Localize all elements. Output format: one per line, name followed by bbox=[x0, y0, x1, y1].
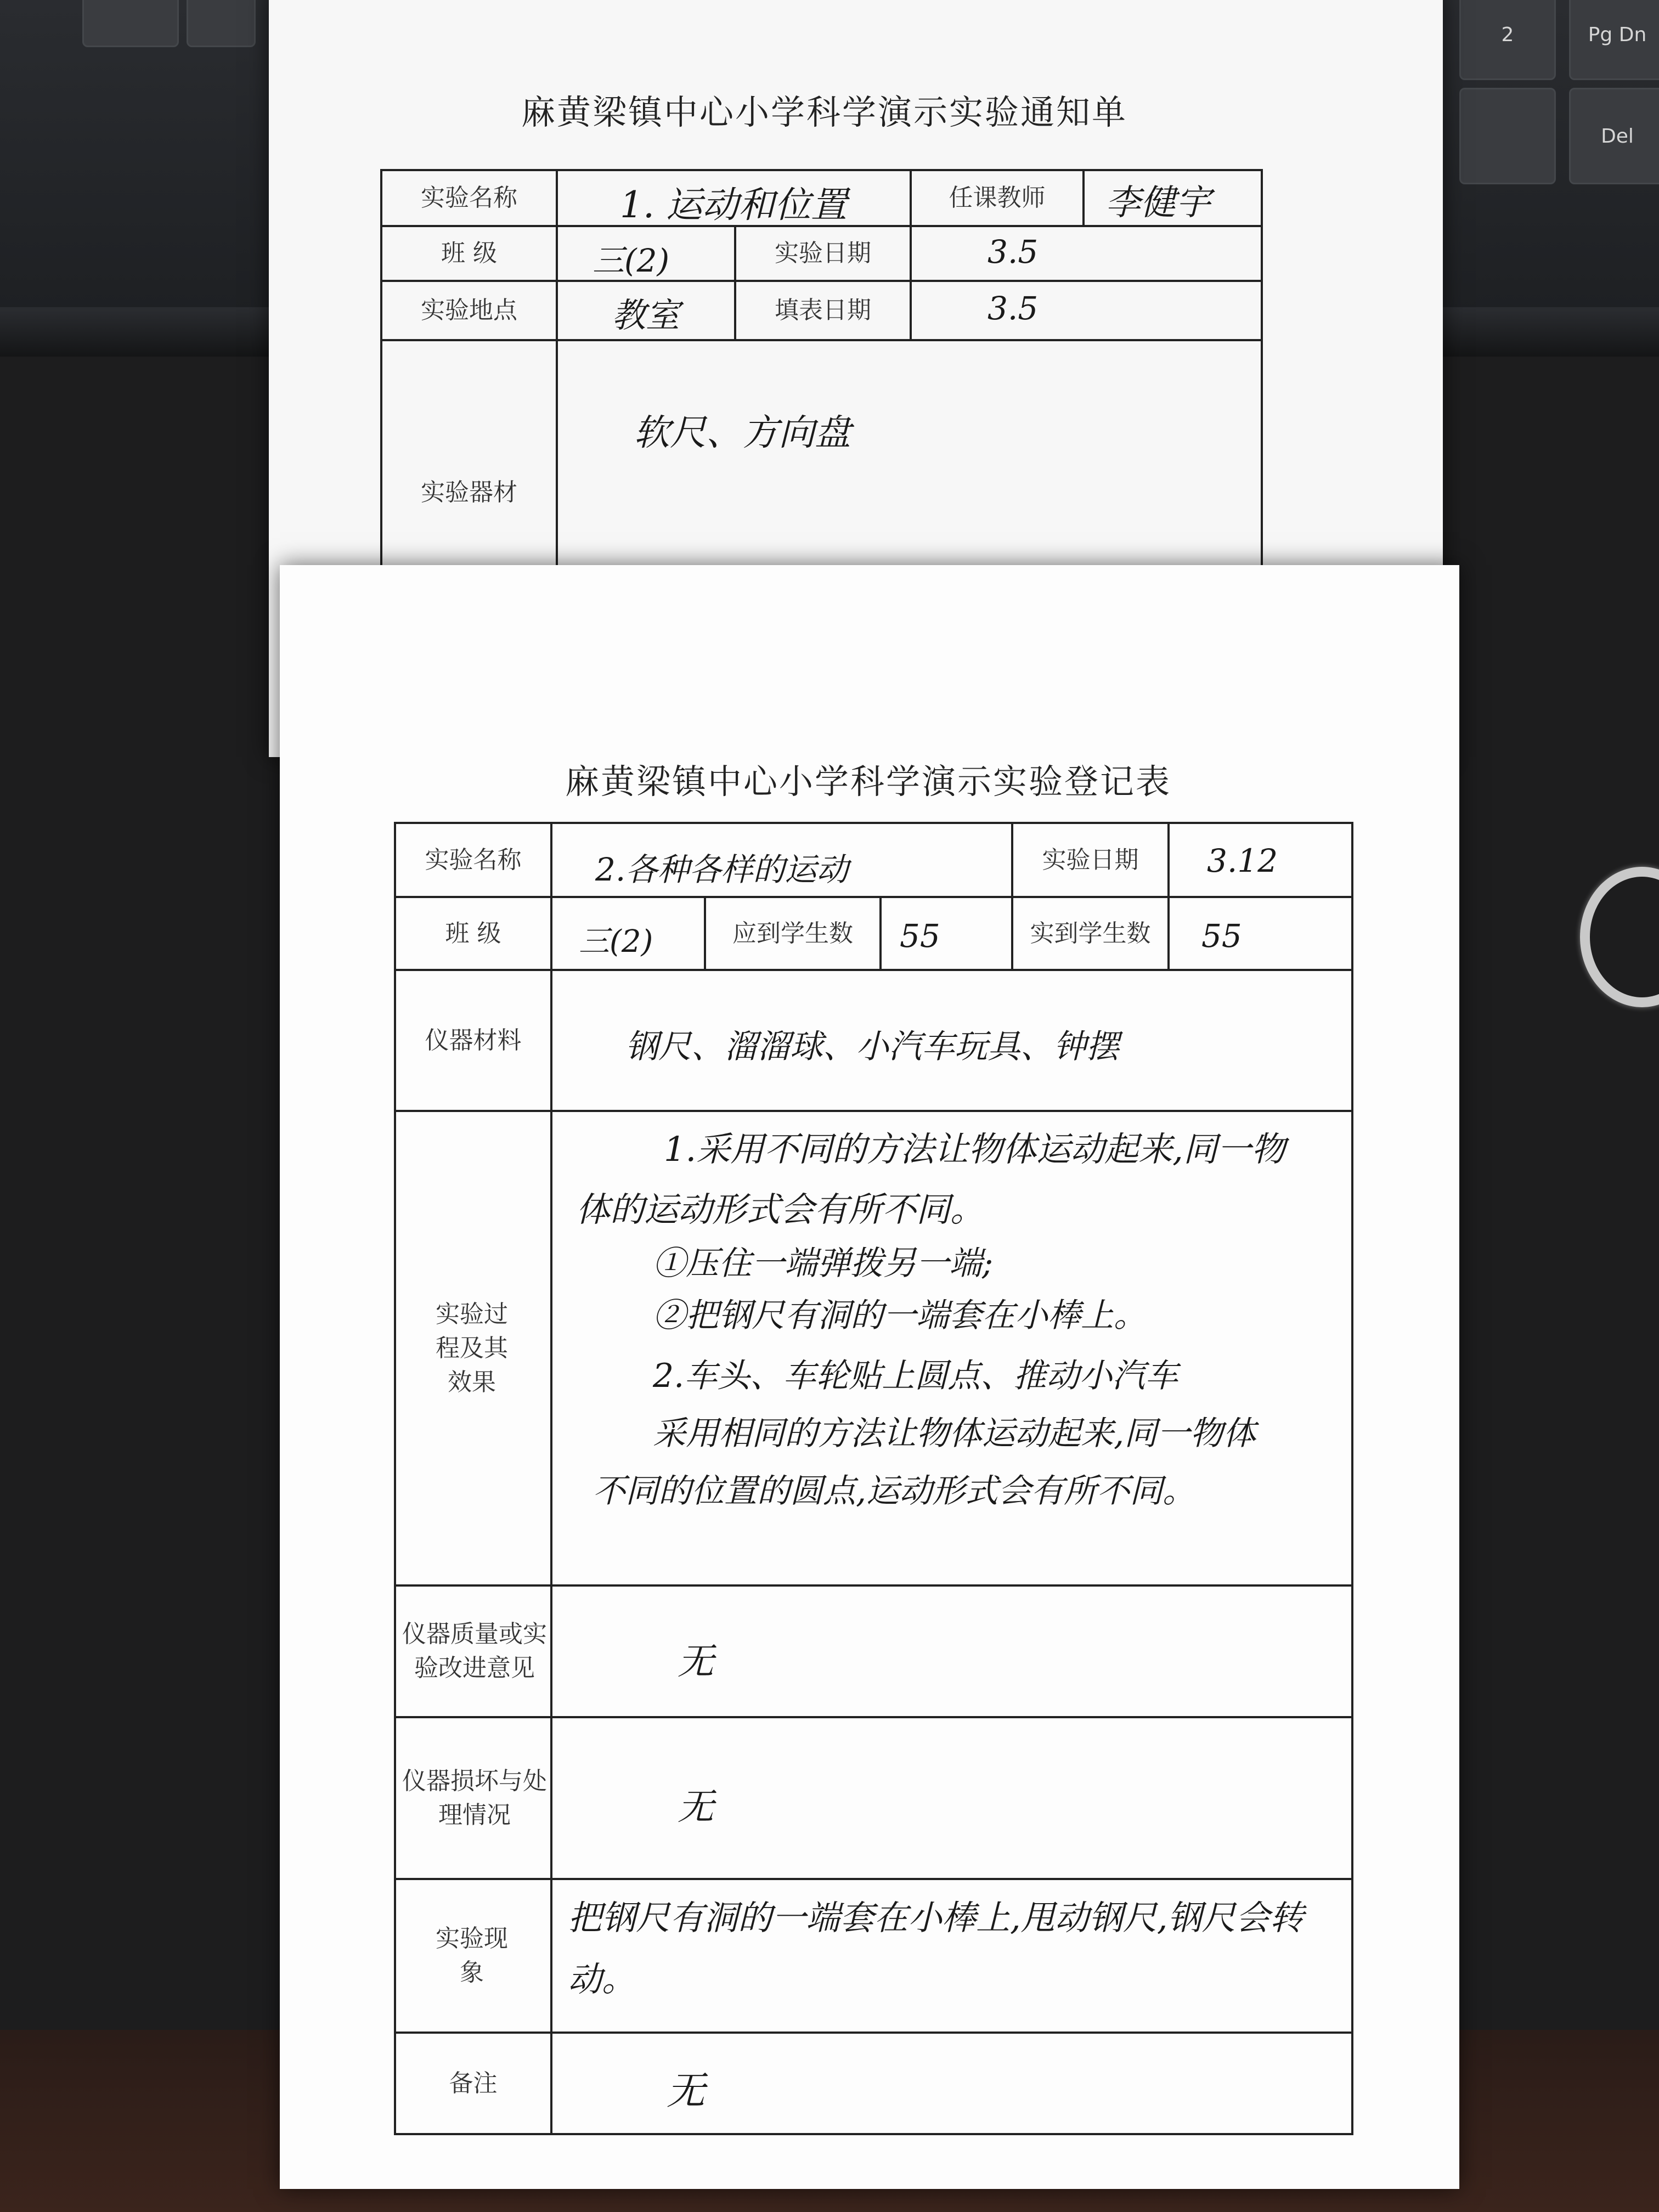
value-experiment-date: 3.12 bbox=[1207, 842, 1278, 879]
value-actual-students: 55 bbox=[1201, 917, 1242, 955]
value-class: 三(2) bbox=[592, 242, 670, 279]
keyboard-key bbox=[1459, 0, 1556, 80]
label-quality: 仪器质量或实验改进意见 bbox=[402, 1620, 547, 1682]
label-damage: 仪器损坏与处理情况 bbox=[402, 1767, 547, 1829]
value-equipment: 软尺、方向盘 bbox=[634, 411, 851, 454]
keyboard-key bbox=[187, 0, 256, 47]
label-materials: 仪器材料 bbox=[425, 1026, 522, 1054]
label-fill-date: 填表日期 bbox=[775, 296, 871, 324]
label-expected-students: 应到学生数 bbox=[732, 919, 853, 947]
label-actual-students: 实到学生数 bbox=[1030, 919, 1151, 947]
value-teacher: 李健宇 bbox=[1105, 183, 1211, 223]
label-experiment-name: 实验名称 bbox=[425, 845, 522, 874]
value-experiment-date: 3.5 bbox=[988, 233, 1039, 270]
value-damage: 无 bbox=[678, 1786, 714, 1828]
process-line: 采用相同的方法让物体运动起来,同一物体 bbox=[653, 1414, 1256, 1453]
label-teacher: 任课教师 bbox=[949, 184, 1046, 212]
register-form-title: 麻黄梁镇中心小学科学演示实验登记表 bbox=[565, 761, 1172, 802]
label-location: 实验地点 bbox=[421, 296, 517, 324]
keyboard-key bbox=[1569, 88, 1659, 184]
key-label: Pg Dn bbox=[1588, 23, 1647, 46]
label-process: 实验过程及其效果 bbox=[436, 1300, 508, 1396]
process-line: ①压住一端弹拨另一端; bbox=[653, 1244, 994, 1283]
value-experiment-name: 1. 运动和位置 bbox=[620, 184, 847, 226]
value-materials: 钢尺、溜溜球、小汽车玩具、钟摆 bbox=[625, 1028, 1119, 1066]
value-phenomenon: 把钢尺有洞的一端套在小棒上,甩动钢尺,钢尺会转动。 bbox=[568, 1898, 1304, 1999]
keyboard-key bbox=[82, 0, 179, 47]
label-class: 班 级 bbox=[445, 919, 501, 947]
keyboard-key bbox=[1569, 0, 1659, 80]
keyboard-key bbox=[1459, 88, 1556, 184]
value-quality: 无 bbox=[678, 1640, 714, 1683]
process-line: 不同的位置的圆点,运动形式会有所不同。 bbox=[592, 1472, 1196, 1510]
value-location: 教室 bbox=[612, 295, 680, 335]
value-experiment-name: 2.各种各样的运动 bbox=[595, 851, 849, 888]
process-line: 2.车头、车轮贴上圆点、推动小汽车 bbox=[653, 1357, 1178, 1395]
value-class: 三(2) bbox=[579, 924, 653, 960]
process-line: 体的运动形式会有所不同。 bbox=[576, 1189, 985, 1229]
label-experiment-name: 实验名称 bbox=[421, 184, 517, 212]
value-fill-date: 3.5 bbox=[988, 290, 1039, 327]
label-class: 班 级 bbox=[441, 239, 497, 267]
value-expected-students: 55 bbox=[900, 917, 940, 955]
key-label: Del bbox=[1601, 125, 1634, 148]
register-form-sheet bbox=[280, 565, 1459, 2189]
notice-form-title: 麻黄梁镇中心小学科学演示实验通知单 bbox=[521, 92, 1128, 132]
process-line: ②把钢尺有洞的一端套在小棒上。 bbox=[653, 1296, 1147, 1335]
value-remarks: 无 bbox=[667, 2068, 705, 2113]
key-label: 2 bbox=[1501, 23, 1514, 46]
label-experiment-date: 实验日期 bbox=[775, 239, 871, 267]
label-remarks: 备注 bbox=[449, 2069, 498, 2097]
process-line: 1.采用不同的方法让物体运动起来,同一物 bbox=[664, 1129, 1285, 1169]
label-phenomenon: 实验现象 bbox=[436, 1925, 508, 1987]
label-equipment: 实验器材 bbox=[421, 478, 517, 506]
label-experiment-date: 实验日期 bbox=[1042, 845, 1139, 874]
